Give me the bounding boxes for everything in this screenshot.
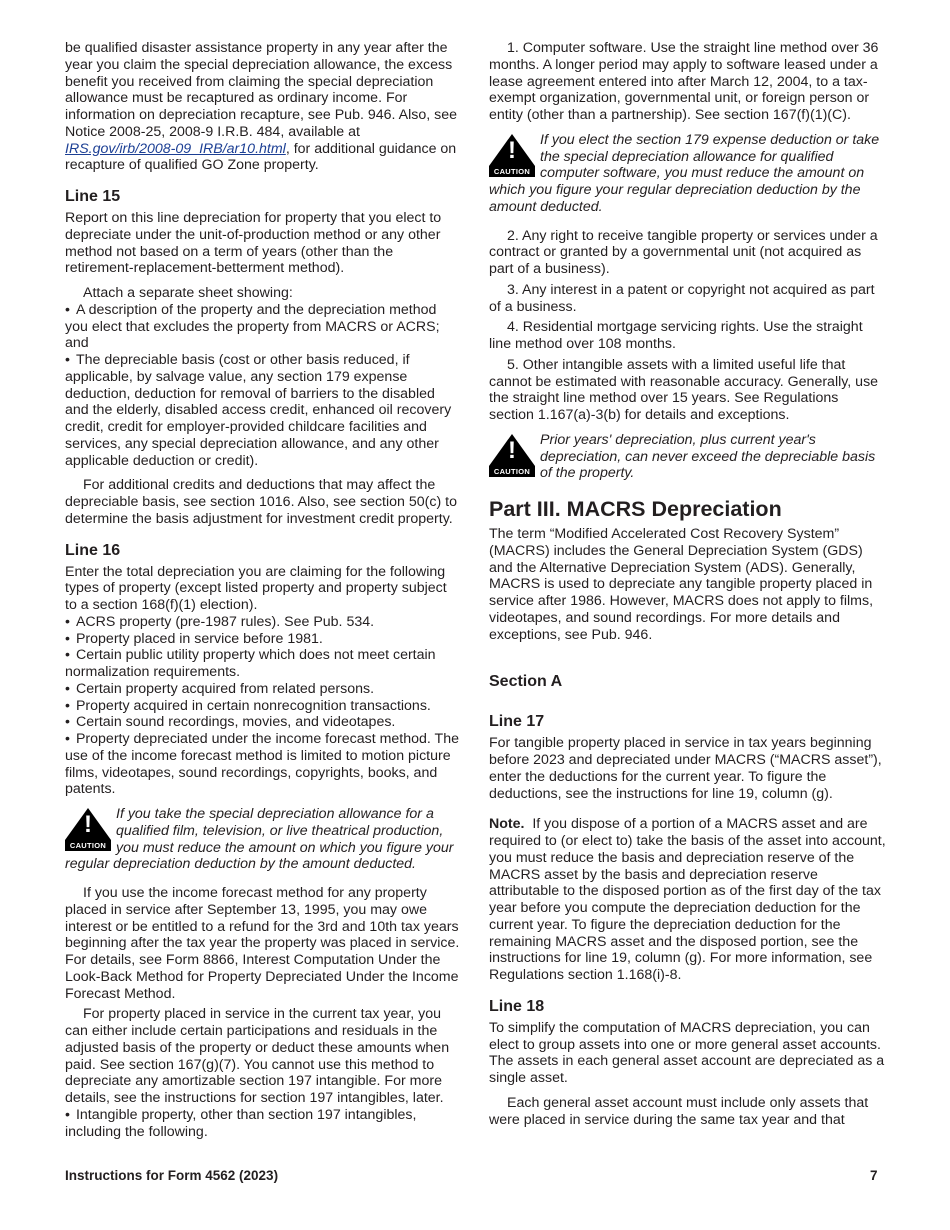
caution-icon: ! CAUTION: [489, 434, 535, 478]
list-item: • ACRS property (pre-1987 rules). See Pub. 534.: [65, 614, 462, 631]
line17-heading: Line 17: [489, 713, 545, 731]
intangible-item-4: 4. Residential mortgage servicing rights. Use the straight line method over 108 months.: [489, 319, 863, 352]
list-item: • Certain sound recordings, movies, and videotapes.: [65, 714, 462, 731]
line16-paragraph: Enter the total depreciation you are claiming for the following types of property (except listed property and property subject to a section 168(f)(1) election).: [65, 563, 447, 613]
line18-heading: Line 18: [489, 997, 545, 1015]
intangible-item-1: 1. Computer software. Use the straight line method over 36 months. A longer period may apply to software leased under a lease agreement entered into after March 12, 2004, to a tax-exempt organization, governmental unit, or foreign person or entity (other than a partnership). See section 167(f)(1)(C).: [489, 40, 879, 123]
line15-attach: Attach a separate sheet showing:: [83, 285, 293, 301]
line18-paragraph: To simplify the computation of MACRS depreciation, you can elect to group assets into one or more general asset accounts. The assets in each general asset account are depreciated as a single asset.: [489, 1019, 885, 1086]
line17-note: Note. If you dispose of a portion of a MACRS asset and are required to (or elect to) take the basis of the asset into account, you must reduce the basis and depreciation reserve of the MACRS asset by the basis and depreciation reserve attributable to the disposed portion as of the first day of the tax year before you compute the depreciation deduction for the current year. To figure the depreciation deduction for the remaining MACRS asset and the disposed portion, see the instructions for line 19, column (g). For more information, see Regulations section 1.168(i)-8.: [489, 816, 886, 983]
footer-title: Instructions for Form 4562 (2023): [65, 1168, 279, 1183]
list-item: • Property acquired in certain nonrecognition transactions.: [65, 698, 462, 715]
list-item: • Certain property acquired from related persons.: [65, 681, 462, 698]
line15-heading: Line 15: [65, 188, 121, 205]
page-number: 7: [870, 1168, 878, 1183]
left-column: [65, 40, 462, 1140]
part3-heading: Part III. MACRS Depreciation: [489, 497, 782, 521]
list-item: • Intangible property, other than section 197 intangibles, including the following.: [65, 1107, 462, 1141]
caution-icon: ! CAUTION: [65, 808, 111, 852]
intangible-item-3: 3. Any interest in a patent or copyright not acquired as part of a business.: [489, 281, 875, 315]
section-a-heading: Section A: [489, 673, 563, 691]
list-item: • Property placed in service before 1981.: [65, 631, 462, 648]
intangible-item-5: 5. Other intangible assets with a limited useful life that cannot be estimated with reasonable accuracy. Generally, use the straight line method over 15 years. See Regulations section 1.167(a)-3(b) for details and exceptions.: [489, 356, 879, 423]
irb-link[interactable]: IRS.gov/irb/2008-09_IRB/ar10.html: [65, 140, 286, 157]
part3-paragraph: The term “Modified Accelerated Cost Recovery System” (MACRS) includes the General Depreciation System (GDS) and the Alternative Depreciation System (ADS). Generally, MACRS is used to depreciate any tangible property placed in service after 1986. However, MACRS does not apply to films, videotapes, and sound recordings. For more details and exceptions, see Pub. 946.: [489, 526, 874, 643]
list-item: • Property depreciated under the income forecast method. The use of the income forecast method is limited to motion picture films, videotapes, sound recordings, copyrights, books, and patents.: [65, 731, 462, 798]
caution-note-software: ! CAUTION If you elect the section 179 expense deduction or take the special depreciation allowance for qualified computer software, you must reduce the amount on which you figure your regular depreciation deduction by the amount deducted.: [489, 131, 880, 215]
list-item: • The depreciable basis (cost or other basis reduced, if applicable, by salvage value, any section 179 expense deduction, deduction for removal of barriers to the disabled and the elderly, disabled access credit, enhanced oil recovery credit, credit for employer-provided childcare facilities and services, any special depreciation allowance, and any other applicable deduction or credit).: [65, 352, 462, 469]
line18-paragraph-2: Each general asset account must include only assets that were placed in service during the same tax year and that: [489, 1094, 869, 1128]
line16-paragraph-3: For property placed in service in the current tax year, you can either include certain participations and residuals in the adjusted basis of the property or deduct these amounts when paid. See section 167(g)(7). You cannot use this method to depreciate any amortizable section 197 intangible. For more details, see the instructions for section 197 intangibles, later.: [65, 1006, 450, 1106]
list-item: • Certain public utility property which does not meet certain normalization requirements.: [65, 647, 462, 681]
line17-paragraph: For tangible property placed in service in tax years beginning before 2023 and depreciated under MACRS (“MACRS asset”), enter the deductions for the current year. To figure the deductions, see the instructions for line 19, column (g).: [489, 735, 882, 802]
line16-heading: Line 16: [65, 541, 121, 559]
intro-paragraph: be qualified disaster assistance property in any year after the year you claim the special depreciation allowance, the excess benefit you received from claiming the special depreciation allowance must be recaptured as ordinary income. For information on depreciation recapture, see Pub. 946. Also, see Notice 2008-25, 2008-9 I.R.B. 484, available at IRS.gov/irb/2008-09_IRB/ar10.html, for additional guidance on recapture of qualified GO Zone property.: [65, 40, 457, 174]
intangible-item-2: 2. Any right to receive tangible property or services under a contract or granted by a governmental unit (not acquired as part of a business).: [489, 227, 878, 277]
right-column: [489, 40, 886, 1128]
caution-note-basis: ! CAUTION Prior years' depreciation, plus current year's depreciation, can never exceed the depreciable basis of the property.: [489, 432, 886, 482]
caution-icon: ! CAUTION: [489, 134, 535, 178]
list-item: • A description of the property and the depreciation method you elect that excludes the property from MACRS or ACRS; and: [65, 302, 462, 352]
caution-note-film: ! CAUTION If you take the special depreciation allowance for a qualified film, television, or live theatrical production, you must reduce the amount on which you figure your regular depreciation deduction by the amount deducted.: [65, 806, 454, 873]
line16-paragraph-2: If you use the income forecast method for any property placed in service after September 13, 1995, you may owe interest or be entitled to a refund for the 3rd and 10th tax years beginning after the tax year the property was placed in service. For details, see Form 8866, Interest Computation Under the Look-Back Method for Property Depreciated Under the Income Forecast Method.: [65, 885, 460, 1002]
line15-paragraph: Report on this line depreciation for property that you elect to depreciate under the unit-of-production method or any other method not based on a term of years (other than the retirement-replacement-betterment method).: [65, 210, 442, 277]
line15-paragraph-2: For additional credits and deductions that may affect the depreciable basis, see section 1016. Also, see section 50(c) to determine the basis adjustment for investment credit property.: [65, 477, 457, 527]
